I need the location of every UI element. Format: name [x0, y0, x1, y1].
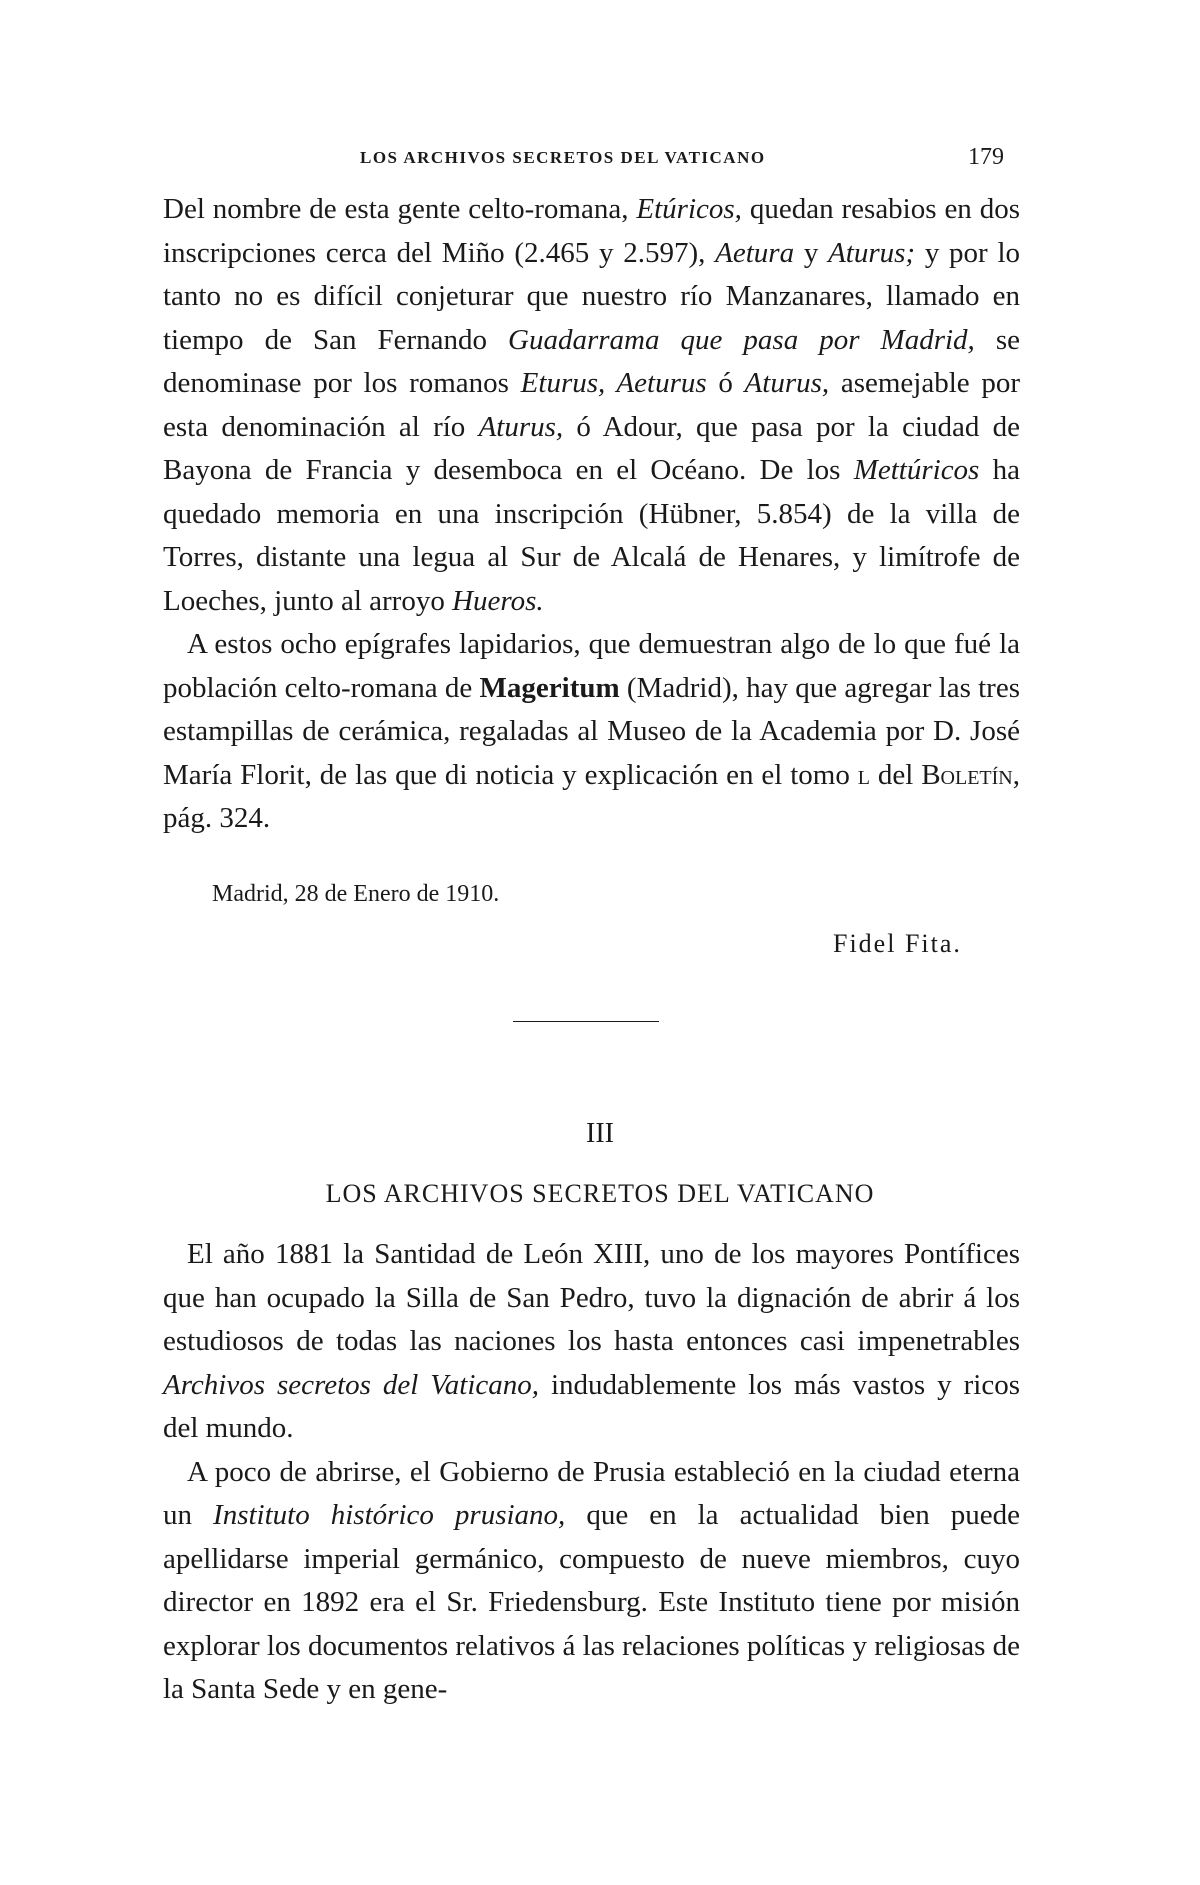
section-three-body — [163, 1233, 1020, 1712]
page-number: 179 — [968, 144, 1004, 170]
paragraph-eturicos — [163, 188, 1020, 623]
section-title: LOS ARCHIVOS SECRETOS DEL VATICANO — [325, 1179, 875, 1208]
italic-run: Eturus, Aeturus — [520, 367, 707, 399]
paragraph-epigrafes — [163, 623, 1020, 841]
italic-run: Aturus; — [828, 236, 916, 269]
paragraph-leon-xiii — [163, 1233, 1020, 1451]
bold-run: Mageritum — [479, 671, 620, 704]
text-run: quedan resabios en dos inscripciones cerca del Miño (2.465 y 2.597), — [163, 193, 1021, 269]
text-run: del — [869, 758, 922, 791]
text-run: que en la actualidad bien puede apellidarse imperial germánico, compuesto de nueve miembros, cuyo director en 1892 era el Sr. Friedensburg. Este Instituto tiene por misión explorar los documentos relativos á las relaciones políticas y religiosas de la Santa Sede y en gene- — [163, 1499, 1020, 1705]
dateline: Madrid, 28 de Enero de 1910. — [212, 881, 500, 907]
italic-run: Aturus, — [478, 410, 564, 443]
text-run: (Madrid), hay que agregar las tres estampillas de cerámica, regaladas al Museo de la Academia por D. José María Florit, de las que di noticia y explicación en el tomo — [163, 671, 1020, 791]
text-run: y — [794, 236, 829, 269]
text-run: asemejable por esta denominación al río — [163, 367, 1020, 443]
italic-run: Guadarrama que pasa por Madrid, — [508, 323, 975, 356]
text-run: El año 1881 la Santidad de León XIII, uno de los mayores Pontífices que han ocupado la Silla de San Pedro, tuvo la dignación de abrir á los estudiosos de todas las naciones los hasta entonces casi impenetrables — [163, 1238, 1020, 1357]
text-run: indudablemente los más vastos y ricos del mundo. — [163, 1368, 1020, 1444]
italic-run: Archivos secretos del Vaticano, — [163, 1368, 540, 1401]
text-run: ó — [706, 367, 745, 399]
author-signature: Fidel Fita. — [833, 929, 962, 958]
paragraph-prusia — [163, 1451, 1020, 1712]
italic-run: Aturus, — [744, 367, 830, 399]
text-run: Del nombre de esta gente celto-romana, — [163, 193, 637, 225]
italic-run: Instituto histórico prusiano, — [213, 1499, 566, 1531]
section-number: III — [586, 1118, 614, 1149]
text-run: pág. 324. — [163, 802, 271, 834]
italic-run: Aetura — [715, 236, 795, 269]
italic-run: Etúricos, — [636, 193, 742, 225]
small-caps-run: l — [857, 758, 870, 791]
text-run: ha quedado memoria en una inscripción (Hübner, 5.854) de la villa de Torres, distante una legua al Sur de Alcalá de Henares, y limítrofe de Loeches, junto al arroyo — [163, 454, 1020, 617]
text-run: y por lo tanto no es difícil conjeturar que nuestro río Manzanares, llamado en tiempo de San Fernando — [163, 236, 1021, 356]
italic-run: Hueros. — [452, 584, 544, 617]
text-run: se denominase por los romanos — [163, 323, 1020, 399]
section-one-body — [163, 188, 1020, 841]
text-run: A estos ocho epígrafes lapidarios, que demuestran algo de lo que fué la población celto-romana de — [163, 628, 1020, 704]
running-title: LOS ARCHIVOS SECRETOS DEL VATICANO — [360, 148, 766, 167]
text-run: ó Adour, que pasa por la ciudad de Bayona de Francia y desemboca en el Océano. De los — [163, 410, 1020, 486]
text-run: A poco de abrirse, el Gobierno de Prusia estableció en la ciudad eterna un — [163, 1455, 1020, 1531]
section-divider — [513, 1021, 659, 1022]
small-caps-run: Boletín, — [921, 758, 1020, 791]
italic-run: Mettúricos — [853, 454, 980, 486]
